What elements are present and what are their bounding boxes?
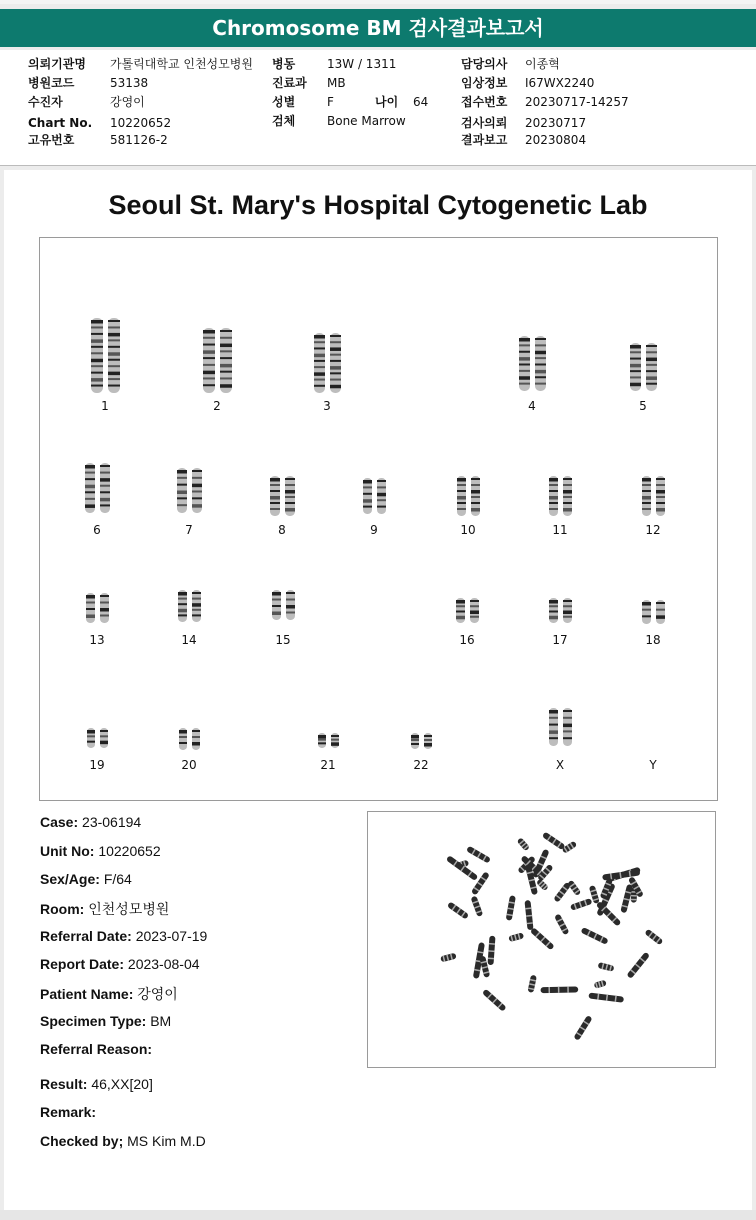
chromosome-label-20: 20: [181, 758, 197, 772]
field-label: 담당의사: [461, 57, 508, 71]
detail-label: Sex/Age:: [40, 871, 100, 887]
field-value: 20230717-14257: [525, 95, 629, 109]
chromosome-label-22: 22: [413, 758, 429, 772]
chromosome-label-17: 17: [552, 633, 568, 647]
metaphase-chromosome: [524, 900, 533, 930]
chromosome-label-16: 16: [459, 633, 475, 647]
chromosome-pair-13: [86, 593, 109, 623]
field-value: 64: [413, 95, 429, 109]
detail-unit-no: [40, 843, 161, 859]
chromosome-label-10: 10: [460, 523, 476, 537]
metaphase-chromosome: [588, 992, 624, 1002]
field-value: Bone Marrow: [327, 114, 406, 128]
detail-label: Unit No:: [40, 843, 95, 859]
chromosome-pair-9: [363, 478, 386, 514]
karyotype-panel: [39, 237, 718, 801]
field-label: 수진자: [28, 95, 63, 109]
detail-label: Referral Date:: [40, 928, 132, 944]
metaphase-chromosome: [446, 855, 479, 881]
field-value: 13W / 1311: [327, 57, 397, 71]
field-value: I67WX2240: [525, 76, 595, 90]
detail-label: Checked by;: [40, 1133, 124, 1149]
chromosome-label-18: 18: [645, 633, 661, 647]
field-label: 진료과: [272, 76, 307, 90]
detail-value: 2023-08-04: [127, 956, 200, 972]
detail-referral-reason: [40, 1041, 152, 1057]
metaphase-chromosome: [573, 1015, 592, 1041]
field-label: 성별: [272, 95, 296, 109]
chromosome-label-9: 9: [370, 523, 378, 537]
metaphase-chromosome: [530, 927, 555, 950]
detail-label: Report Date:: [40, 956, 125, 972]
chromosome-label-2: 2: [213, 399, 221, 413]
field-label: 검사의뢰: [461, 116, 508, 130]
detail-referral-date: [40, 928, 207, 944]
chromosome-label-12: 12: [645, 523, 661, 537]
detail-sex-age: [40, 871, 132, 887]
chromosome-pair-4: [519, 336, 546, 391]
field-label: 의뢰기관명: [28, 57, 86, 71]
detail-value: 인천성모병원: [88, 901, 170, 917]
chromosome-pair-5: [630, 343, 657, 391]
metaphase-chromosome: [466, 846, 491, 864]
field-label: 검체: [272, 114, 296, 128]
metaphase-chromosome: [527, 975, 536, 993]
field-value: 581126-2: [110, 133, 168, 147]
chromosome-pair-1: [91, 318, 120, 393]
metaphase-chromosome: [554, 913, 569, 935]
patient-info-panel: [0, 50, 756, 166]
detail-label: Patient Name:: [40, 986, 134, 1002]
field-label: 병동: [272, 57, 296, 71]
metaphase-chromosome: [598, 962, 615, 972]
chromosome-label-6: 6: [93, 523, 101, 537]
field-value: 가톨릭대학교 인천성모병원: [110, 57, 253, 71]
top-border: [0, 0, 756, 4]
metaphase-chromosome: [506, 895, 516, 921]
chromosome-pair-16: [456, 598, 479, 623]
field-value: 20230717: [525, 116, 587, 130]
detail-value: BM: [150, 1013, 172, 1029]
chromosome-pair-2: [203, 328, 232, 393]
detail-remark: [40, 1104, 96, 1120]
field-label: 임상정보: [461, 76, 508, 90]
metaphase-chromosome: [508, 932, 524, 942]
field-label: 병원코드: [28, 76, 75, 90]
field-label: 접수번호: [461, 95, 508, 109]
metaphase-chromosome: [581, 927, 609, 945]
detail-patient-name: [40, 984, 178, 1004]
chromosome-label-8: 8: [278, 523, 286, 537]
metaphase-chromosome: [440, 953, 457, 963]
chromosome-label-5: 5: [639, 399, 647, 413]
metaphase-chromosome: [517, 837, 530, 851]
field-value: 53138: [110, 76, 149, 90]
bottom-border: [0, 1210, 756, 1220]
chromosome-label-15: 15: [275, 633, 291, 647]
field-value: F: [327, 95, 334, 109]
detail-value: 46,XX[20]: [91, 1076, 153, 1092]
chromosome-pair-14: [178, 590, 201, 622]
field-value: 20230804: [525, 133, 587, 147]
detail-label: Specimen Type:: [40, 1013, 147, 1029]
chromosome-pair-22: [411, 733, 432, 749]
detail-value: MS Kim M.D: [127, 1133, 206, 1149]
metaphase-chromosome: [567, 880, 581, 896]
detail-label: Room:: [40, 901, 85, 917]
metaphase-chromosome: [541, 986, 579, 993]
chromosome-pair-X: [549, 708, 572, 746]
chromosome-label-11: 11: [552, 523, 568, 537]
metaphase-chromosome: [471, 896, 484, 917]
metaphase-chromosome: [487, 936, 495, 966]
detail-result: [40, 1076, 153, 1092]
chromosome-pair-19: [87, 728, 108, 748]
metaphase-chromosome: [482, 989, 507, 1012]
chromosome-pair-7: [177, 468, 202, 513]
chromosome-label-3: 3: [323, 399, 331, 413]
field-value: 10220652: [110, 116, 172, 130]
chromosome-label-7: 7: [185, 523, 193, 537]
detail-label: Referral Reason:: [40, 1041, 153, 1057]
chromosome-pair-8: [270, 476, 295, 516]
metaphase-spread: [368, 812, 715, 1067]
chromosome-label-X: X: [555, 758, 565, 772]
chromosome-pair-12: [642, 476, 665, 516]
field-label: 고유번호: [28, 133, 75, 147]
detail-specimen-type: [40, 1013, 171, 1029]
detail-checked-by: [40, 1133, 206, 1149]
field-value: 강영이: [110, 95, 145, 109]
detail-case: [40, 814, 141, 830]
chromosome-label-Y: Y: [649, 758, 657, 772]
field-value: 이종혁: [525, 57, 560, 71]
chromosome-label-14: 14: [181, 633, 197, 647]
detail-label: Remark:: [40, 1104, 97, 1120]
chromosome-pair-11: [549, 476, 572, 516]
metaphase-image: [367, 811, 716, 1068]
detail-room: [40, 899, 169, 919]
chromosome-pair-20: [179, 728, 200, 750]
metaphase-chromosome: [594, 980, 607, 989]
report-page: [4, 170, 752, 1210]
chromosome-pair-15: [272, 590, 295, 620]
detail-value: 23-06194: [82, 814, 142, 830]
chromosome-pair-10: [457, 476, 480, 516]
metaphase-chromosome: [570, 898, 592, 911]
metaphase-chromosome: [536, 878, 549, 891]
field-value: MB: [327, 76, 346, 90]
metaphase-chromosome: [626, 952, 650, 979]
chromosome-label-13: 13: [89, 633, 105, 647]
chromosome-pair-18: [642, 600, 665, 624]
detail-report-date: [40, 956, 200, 972]
field-label: Chart No.: [28, 116, 93, 130]
chromosome-label-19: 19: [89, 758, 105, 772]
report-title: Chromosome BM 검사결과보고서: [0, 9, 756, 47]
lab-title: Seoul St. Mary's Hospital Cytogenetic Lab: [108, 190, 648, 220]
chromosome-pair-6: [85, 463, 110, 513]
chromosome-label-21: 21: [320, 758, 336, 772]
chromosome-pair-3: [314, 333, 341, 393]
field-label: 나이: [375, 95, 399, 109]
chromosome-pair-17: [549, 598, 572, 623]
metaphase-chromosome: [542, 832, 566, 851]
chromosome-label-1: 1: [101, 399, 109, 413]
detail-value: 강영이: [137, 986, 178, 1002]
metaphase-chromosome: [447, 901, 469, 919]
detail-label: Case:: [40, 814, 79, 830]
field-label: 결과보고: [461, 133, 508, 147]
detail-value: 10220652: [98, 843, 161, 859]
detail-value: F/64: [103, 871, 132, 887]
detail-value: 2023-07-19: [135, 928, 208, 944]
chromosome-label-4: 4: [528, 399, 536, 413]
chromosome-pair-21: [318, 733, 339, 748]
metaphase-chromosome: [644, 929, 663, 946]
detail-label: Result:: [40, 1076, 88, 1092]
